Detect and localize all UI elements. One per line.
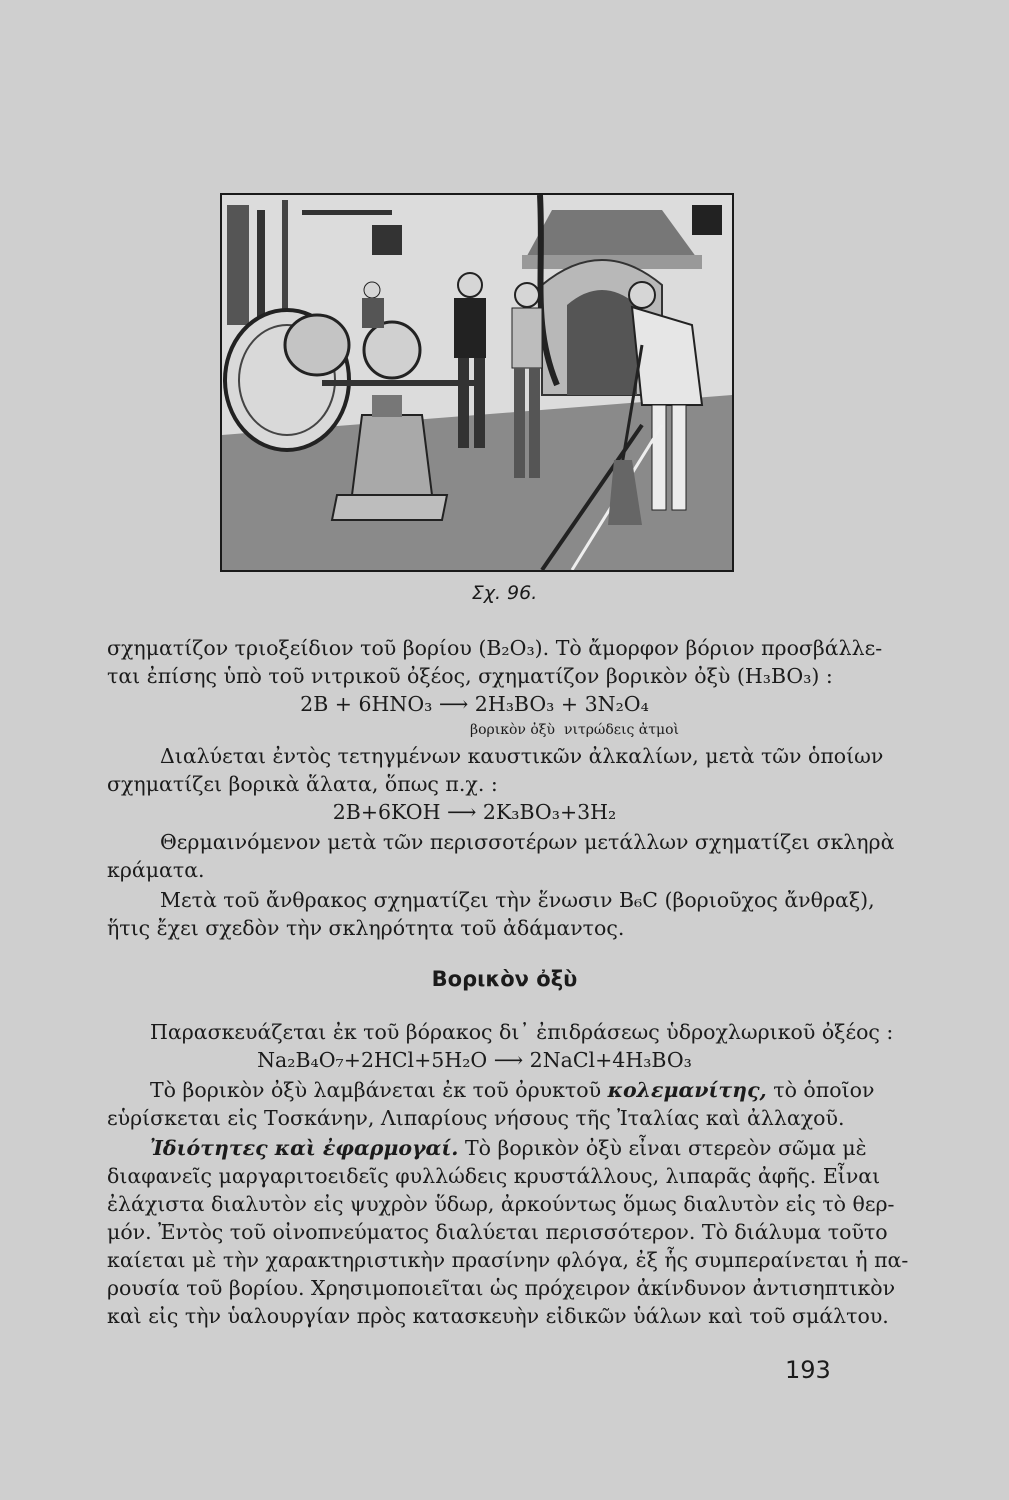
figure-illustration (220, 193, 734, 572)
paragraph-7-line-1 (150, 1134, 867, 1162)
paragraph-7-line-6: ρουσία τοῦ βορίου. Χρησιμοποιεῖται ὡς πρόχειρον ἀκίνδυνον ἀντισηπτικὸν (107, 1276, 896, 1300)
paragraph-7-line-1-end: Τὸ βορικὸν ὀξὺ εἶναι στερεὸν σῶμα μὲ (464, 1136, 867, 1160)
section-heading: Βορικὸν ὀξὺ (431, 967, 578, 991)
paragraph-6-line-1-end: τὸ ὁποῖον (773, 1078, 875, 1102)
equation-3: Na₂B₄O₇+2HCl+5H₂O ⟶ 2NaCl+4H₃BO₃ (257, 1048, 692, 1072)
paragraph-7-line-3: ἐλάχιστα διαλυτὸν εἰς ψυχρὸν ὕδωρ, ἀρκούντως ὅμως διαλυτὸν εἰς τὸ θερ- (107, 1192, 895, 1216)
paragraph-7-line-7: καὶ εἰς τὴν ὑαλουργίαν πρὸς κατασκευὴν εἰδικῶν ὑάλων καὶ τοῦ σμάλτου. (107, 1304, 889, 1328)
paragraph-3-line-2: κράματα. (107, 858, 205, 882)
paragraph-4-line-2: ἥτις ἔχει σχεδὸν τὴν σκληρότητα τοῦ ἀδάμαντος. (107, 916, 625, 940)
paragraph-7-line-5: καίεται μὲ τὴν χαρακτηριστικὴν πρασίνην φλόγα, ἐξ ἧς συμπεραίνεται ἡ πα- (107, 1248, 909, 1272)
equation-1-label-fumes: νιτρώδεις ἀτμοὶ (563, 722, 680, 738)
paragraph-7-line-4: μόν. Ἐντὸς τοῦ οἰνοπνεύματος διαλύεται περισσότερον. Τὸ διάλυμα τοῦτο (107, 1220, 888, 1244)
paragraph-1-line-1: σχηματίζον τριοξείδιον τοῦ βορίου (B₂O₃). Τὸ ἄμορφον βόριον προσβάλλε- (107, 636, 883, 660)
properties-subheading: Ἰδιότητες καὶ ἐφαρμογαί. (150, 1136, 459, 1160)
glass-workshop-illustration (222, 195, 732, 570)
paragraph-1-line-2: ται ἐπίσης ὑπὸ τοῦ νιτρικοῦ ὀξέος, σχηματίζον βορικὸν ὀξὺ (H₃BO₃) : (107, 664, 833, 688)
figure-caption: Σχ. 96. (471, 582, 538, 604)
mineral-name: κολεμανίτης, (607, 1078, 767, 1102)
paragraph-6-line-1 (150, 1076, 875, 1104)
paragraph-2-line-1: Διαλύεται ἐντὸς τετηγμένων καυστικῶν ἀλκαλίων, μετὰ τῶν ὁποίων (160, 744, 884, 768)
equation-1-label-acid: βορικὸν ὀξὺ (470, 722, 556, 738)
paragraph-2-line-2: σχηματίζει βορικὰ ἅλατα, ὅπως π.χ. : (107, 772, 498, 796)
paragraph-7-line-2: διαφανεῖς μαργαριτοειδεῖς φυλλώδεις κρυστάλλους, λιπαρᾶς ἀφῆς. Εἶναι (107, 1164, 881, 1188)
paragraph-4-line-1: Μετὰ τοῦ ἄνθρακος σχηματίζει τὴν ἕνωσιν B₆C (βοριοῦχος ἄνθραξ), (160, 888, 875, 912)
paragraph-6-line-2: εὑρίσκεται εἰς Τοσκάνην, Λιπαρίους νήσους τῆς Ἰταλίας καὶ ἀλλαχοῦ. (107, 1106, 845, 1130)
paragraph-5-line-1: Παρασκευάζεται ἐκ τοῦ βόρακος δι᾽ ἐπιδράσεως ὑδροχλωρικοῦ ὀξέος : (150, 1020, 894, 1044)
equation-2: 2B+6KOH ⟶ 2K₃BO₃+3H₂ (332, 800, 617, 824)
equation-1: 2B + 6HNO₃ ⟶ 2H₃BO₃ + 3N₂O₄ (300, 692, 649, 716)
paragraph-6-line-1-start: Τὸ βορικὸν ὀξὺ λαμβάνεται ἐκ τοῦ ὀρυκτοῦ (150, 1078, 602, 1102)
paragraph-3-line-1: Θερμαινόμενον μετὰ τῶν περισσοτέρων μετάλλων σχηματίζει σκληρὰ (160, 830, 895, 854)
equation-1-labels (470, 716, 710, 744)
page-number: 193 (785, 1356, 831, 1384)
